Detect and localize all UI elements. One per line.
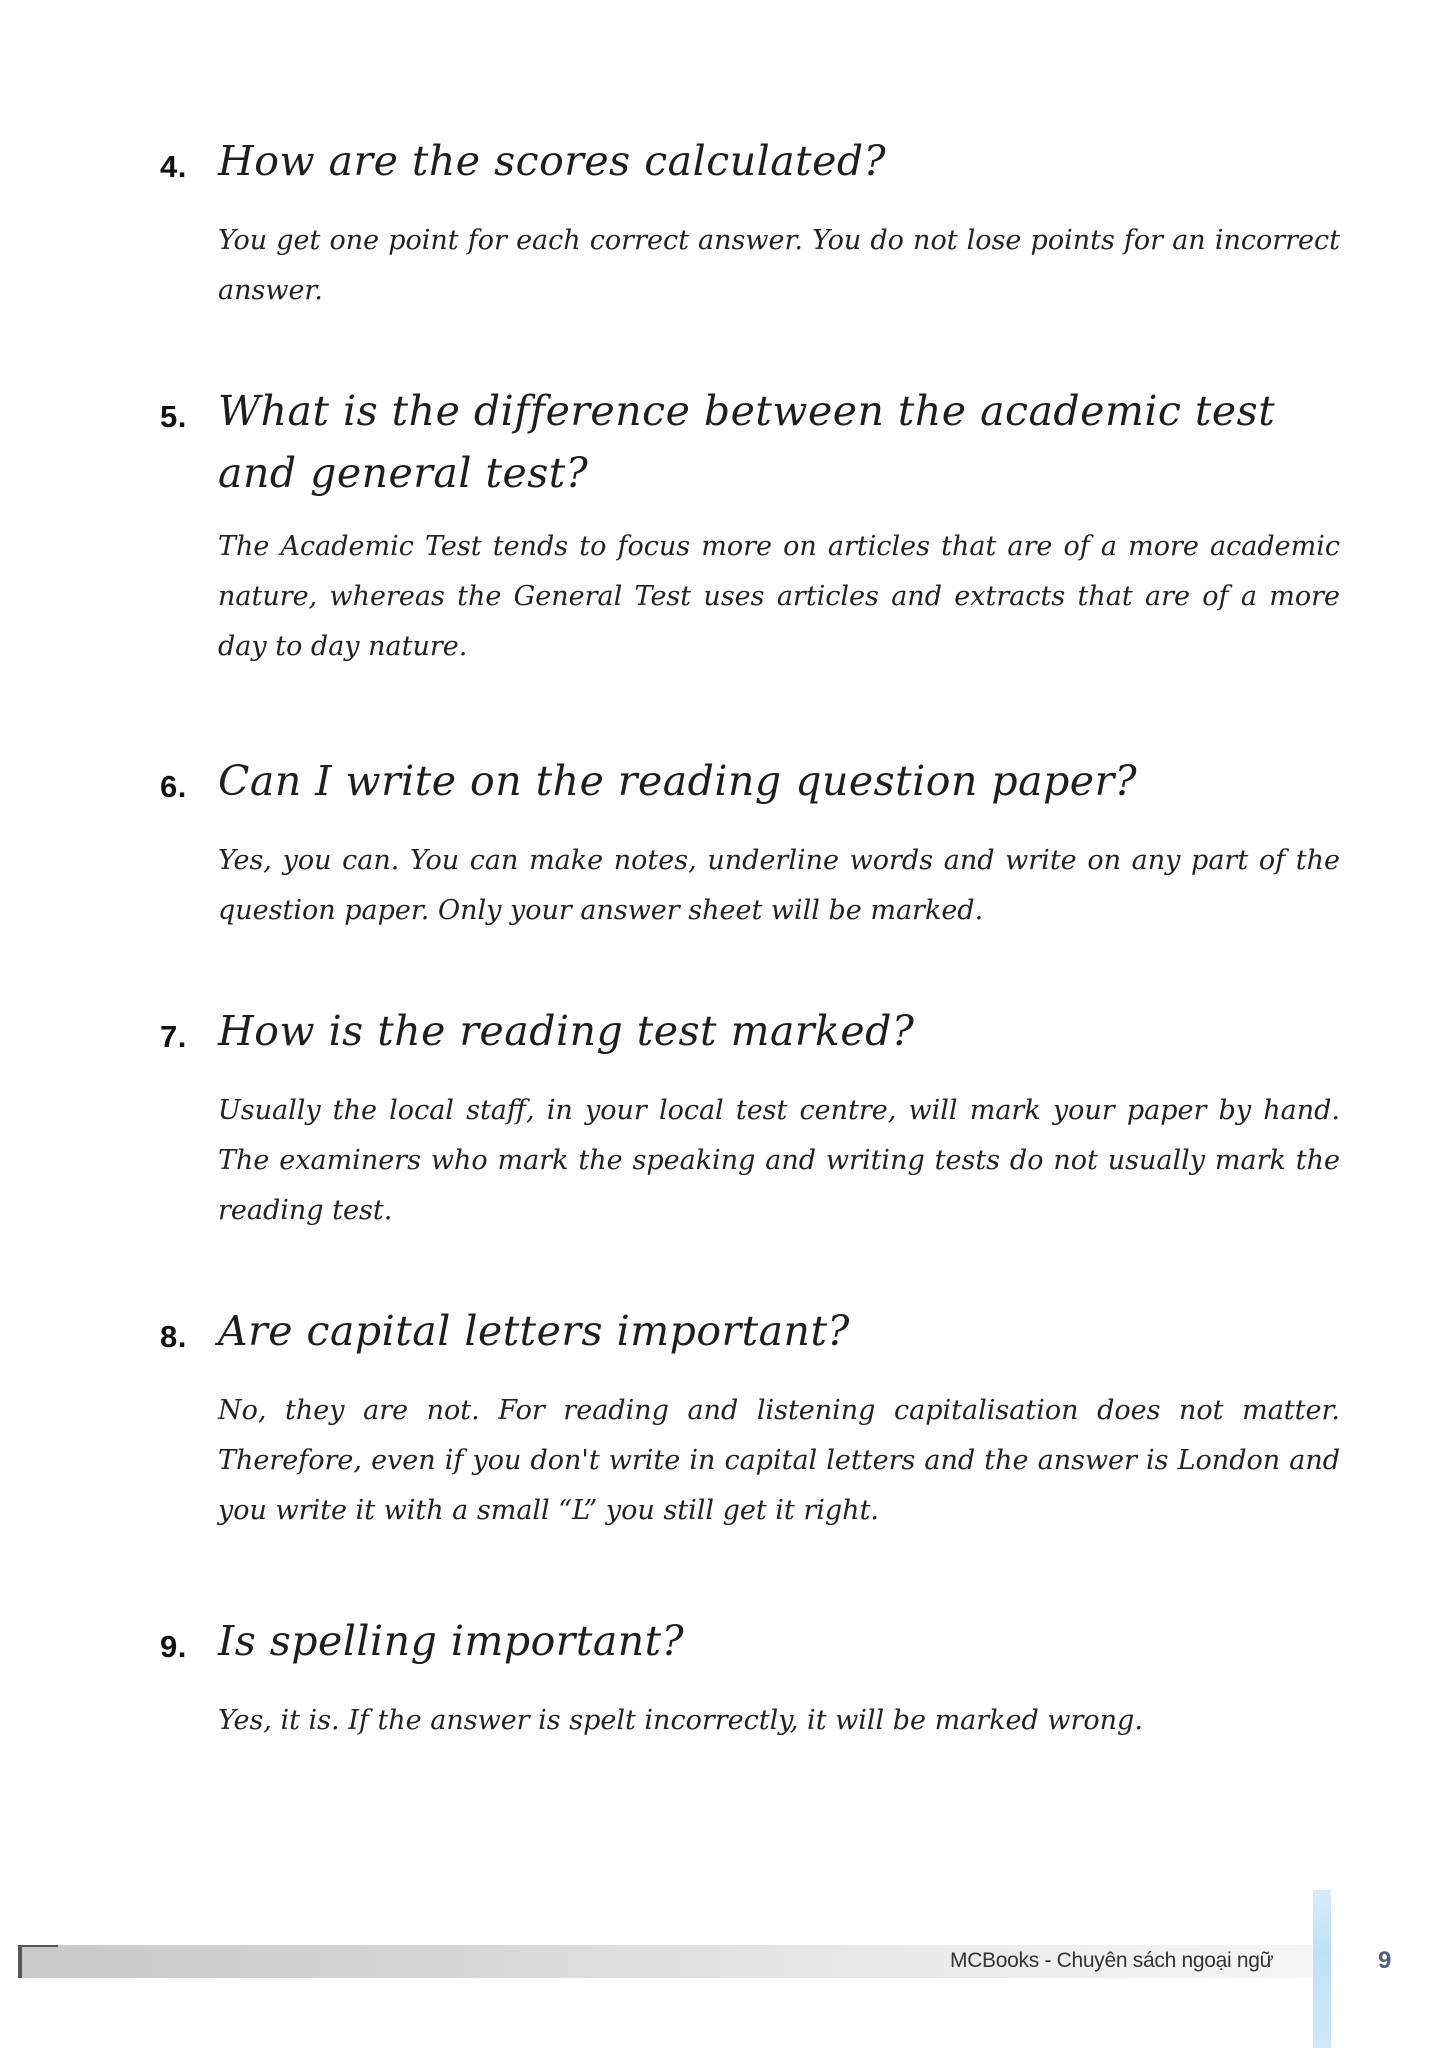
faq-item-7 (160, 1000, 1340, 1236)
question-text: How are the scores calculated? (218, 137, 887, 185)
footer-bar-cap (18, 1945, 22, 1978)
answer-text: No, they are not. For reading and listening capitalisation does not matter. Therefore, even if you don't write in capital letters and the answer is London and you write it with a small “L” you still get it right. (218, 1395, 1340, 1526)
faq-item-8 (160, 1300, 1340, 1536)
question-text: What is the difference between the academic test and general test? (218, 387, 1276, 497)
question-text: How is the reading test marked? (218, 1007, 915, 1055)
footer-publisher: MCBooks - Chuyên sách ngoại ngữ (950, 1949, 1274, 1972)
question-number: 9. (160, 1629, 187, 1664)
question-heading (160, 1300, 1340, 1368)
question-heading (160, 130, 1340, 198)
question-heading (160, 380, 1340, 504)
faq-item-6 (160, 750, 1340, 936)
question-text: Is spelling important? (218, 1617, 685, 1665)
footer-accent-stripe (1313, 1890, 1331, 2048)
question-number: 5. (160, 399, 187, 434)
question-text: Are capital letters important? (218, 1307, 850, 1355)
question-number: 4. (160, 149, 187, 184)
answer-text: Usually the local staff, in your local test centre, will mark your paper by hand. The examiners who mark the speaking and writing tests do not usually mark the reading test. (218, 1095, 1340, 1226)
question-number: 7. (160, 1019, 187, 1054)
question-heading (160, 750, 1340, 818)
answer-text: You get one point for each correct answer. You do not lose points for an incorrect answer. (218, 225, 1340, 306)
question-text: Can I write on the reading question paper? (218, 757, 1138, 805)
faq-item-4 (160, 130, 1340, 316)
question-heading (160, 1610, 1340, 1678)
answer-text: The Academic Test tends to focus more on articles that are of a more academic nature, whereas the General Test uses articles and extracts that are of a more day to day nature. (218, 531, 1340, 662)
answer-text: Yes, it is. If the answer is spelt incorrectly, it will be marked wrong. (218, 1705, 1143, 1736)
faq-item-9 (160, 1610, 1340, 1746)
footer-bar-cap-top (18, 1945, 58, 1947)
page-number: 9 (1378, 1947, 1392, 1974)
question-number: 8. (160, 1319, 187, 1354)
answer-text: Yes, you can. You can make notes, underline words and write on any part of the question paper. Only your answer sheet will be marked. (218, 845, 1340, 926)
question-heading (160, 1000, 1340, 1068)
faq-item-5 (160, 380, 1340, 672)
question-number: 6. (160, 769, 187, 804)
